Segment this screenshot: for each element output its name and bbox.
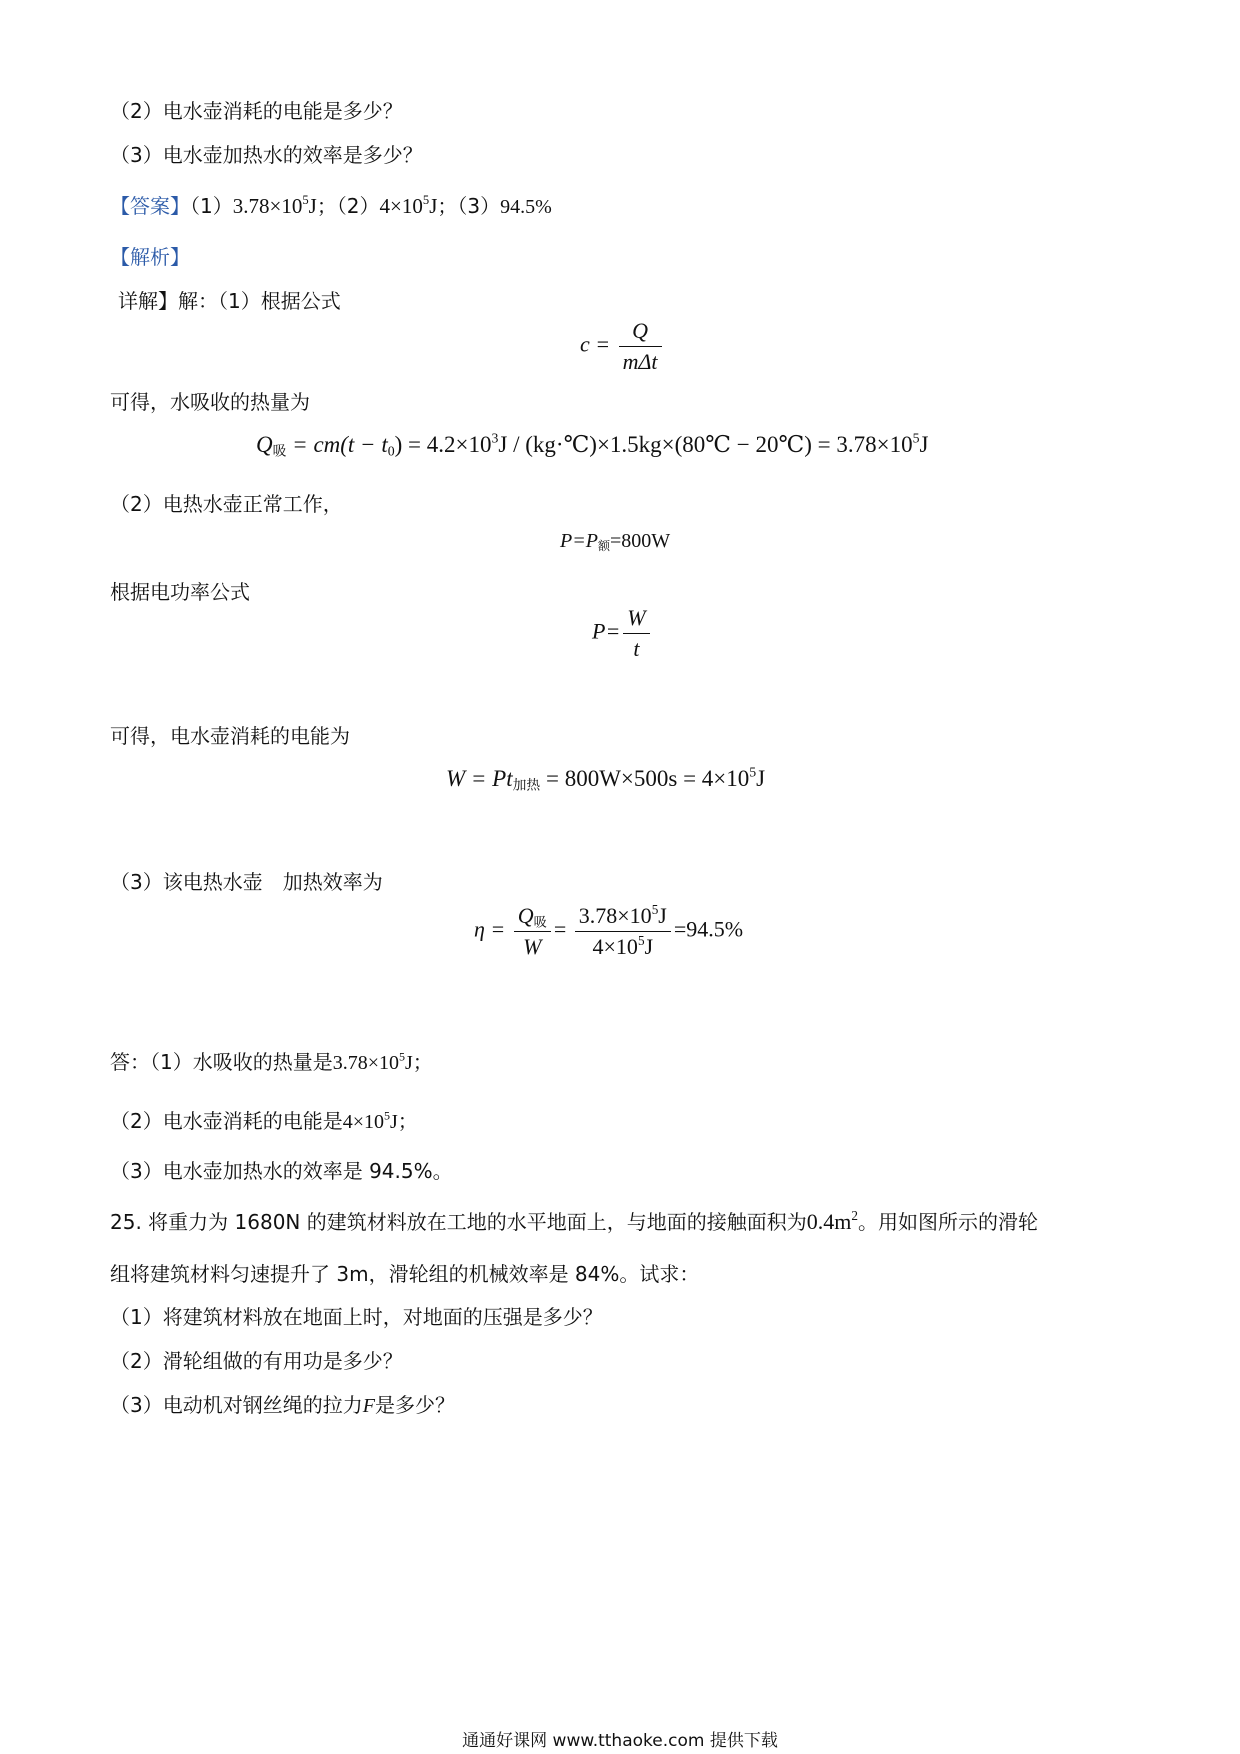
part2-text: （2）电热水壶正常工作，: [110, 492, 343, 516]
formula-heat-absorbed: $Q_吸 = cm(t - t_0) = 4.2\times 10^3J$ / (kg·℃)×1.5kg×(80℃ − 20℃) = $3.78\times 10^5J$: [256, 430, 929, 460]
answer-line: 【答案】$(1)3.78\times 10^5J$；$(2)4\times 10^5J$；（3）94.5%: [110, 193, 552, 218]
answer-summary-2: （2）电水壶消耗的电能是$4\times 10^5J$；: [110, 1108, 418, 1133]
formula-efficiency: η = $\frac{Q_吸}{W}$ = $\frac{3.78\times 10^5J}{4\times 10^5J}$ =94.5%: [474, 901, 744, 959]
answer-summary-1: 答：（1）水吸收的热量是$3.78\times 10^5J$；: [110, 1049, 433, 1074]
answer-part2-value: 4×10: [379, 194, 423, 218]
detail-intro: 详解】解：（1）根据公式: [118, 289, 341, 313]
answer-separator-1: ；（2）: [316, 194, 380, 218]
fraction-q-over-mdt: $\frac{Q}{\text{mΔt}}$: [619, 318, 662, 375]
power-formula-text: 根据电功率公式: [110, 580, 250, 604]
formula-specific-heat: c = $\frac{Q}{\text{mΔt}}$: [580, 318, 665, 375]
answer-separator-2: ；（3）: [437, 194, 501, 218]
answer-part3-value: 94.5%: [500, 196, 552, 218]
question-25-sub3: （3）电动机对钢丝绳的拉力F是多少？: [110, 1393, 455, 1417]
question-25-sub1: （1）将建筑材料放在地面上时，对地面的压强是多少？: [110, 1305, 603, 1329]
question-25-line1: 25. 将重力为 1680N 的建筑材料放在工地的水平地面上，与地面的接触面积为$0.4m^2$。用如图所示的滑轮: [110, 1207, 1038, 1234]
question-25-sub2: （2）滑轮组做的有用功是多少？: [110, 1349, 403, 1373]
fraction-w-over-t: $\frac{W}{t}$: [623, 605, 649, 662]
formula-rated-power: $P=P_额=800W$: [560, 530, 671, 553]
answer-part1-label: （1）: [190, 194, 233, 218]
fraction-q-over-w: $\frac{Q_吸}{W}$: [514, 903, 551, 960]
formula-power: P= $\frac{W}{t}$: [592, 605, 653, 662]
energy-text: 可得，电水壶消耗的电能为: [110, 724, 350, 748]
formula-electric-energy: $W = Pt_{加热} = 800W\times 500s = 4\times 10^5J$: [446, 764, 766, 794]
question-25-line2: 组将建筑材料匀速提升了 3m，滑轮组的机械效率是 84%。试求：: [110, 1262, 700, 1286]
answer-tag: 【答案】: [110, 194, 190, 218]
page-footer: 通通好课网 www.tthaoke.com 提供下载: [462, 1731, 778, 1751]
fraction-energy-values: $\frac{3.78\times 10^5J}{4\times 10^5J}$: [575, 903, 671, 960]
question-2: （2）电水壶消耗的电能是多少？: [110, 99, 403, 123]
question-3: （3）电水壶加热水的效率是多少？: [110, 143, 423, 167]
analysis-tag: 【解析】: [110, 245, 190, 269]
answer-part1-value: 3.78×10: [232, 194, 303, 218]
water-heat-text: 可得，水吸收的热量为: [110, 390, 310, 414]
answer-summary-3: （3）电水壶加热水的效率是 94.5%。: [110, 1159, 453, 1183]
part3-text: （3）该电热水壶 加热效率为: [110, 870, 383, 894]
